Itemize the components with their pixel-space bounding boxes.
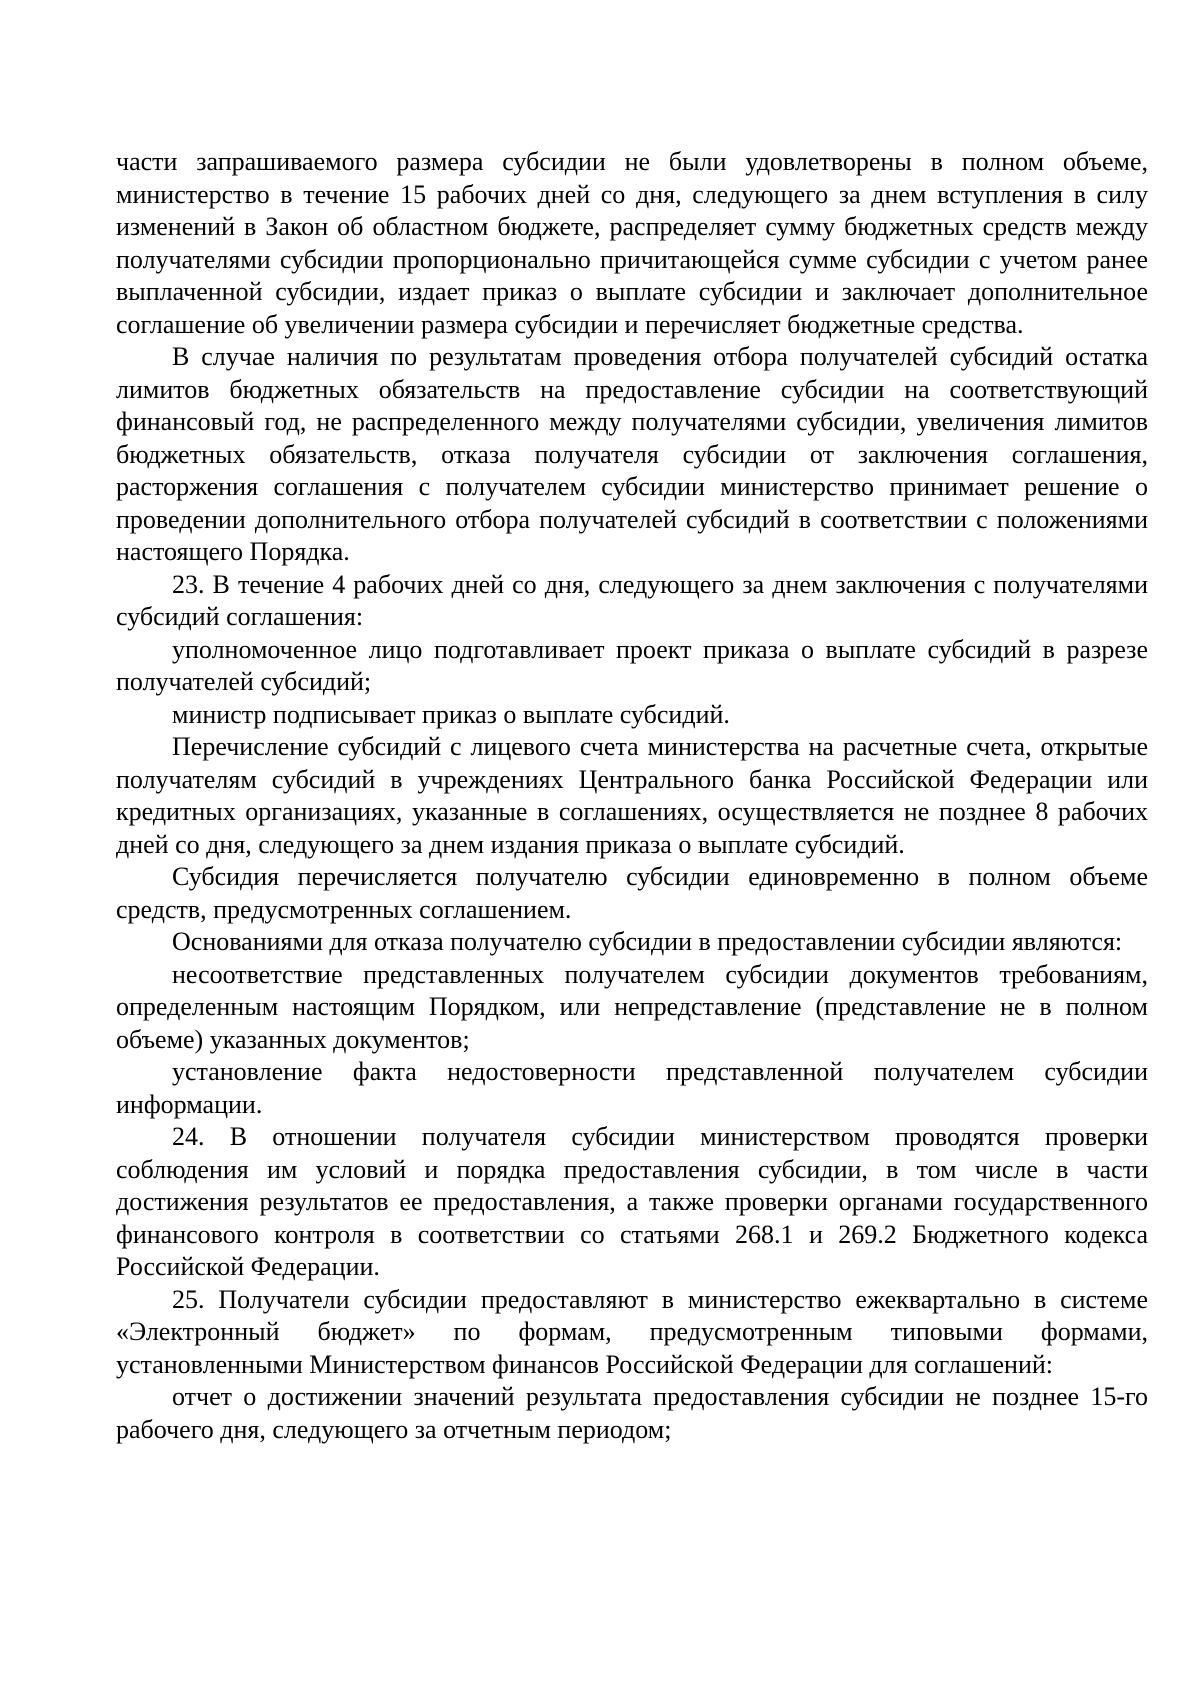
document-page (116, 146, 1148, 1446)
paragraph-refusal-grounds: Основаниями для отказа получателю субсидии в предоставлении субсидии являются: (172, 927, 1123, 956)
paragraph-item-25: 25. Получатели субсидии предоставляют в министерство ежеквартально в системе «Электронный бюджет» по формам, предусмотренным типовыми формами, установленными Министерством финансов Российской Федерации для соглашений: (116, 1284, 1148, 1379)
paragraph-additional-selection: В случае наличия по результатам проведения отбора получателей субсидий остатка лимитов бюджетных обязательств на предоставление субсидии на соответствующий финансовый год, не распределенного между получателями субсидии, увеличения лимитов бюджетных обязательств, отказа получателя субсидии от заключения соглашения, расторжения соглашения с получателем субсидии министерство принимает решение о проведении дополнительного отбора получателей субсидий в соответствии с положениями настоящего Порядка. (116, 342, 1148, 566)
paragraph-false-information: установление факта недостоверности представленной получателем субсидии информации. (116, 1057, 1148, 1119)
paragraph-item-23: 23. В течение 4 рабочих дней со дня, следующего за днем заключения с получателями субсидий соглашения: (116, 569, 1148, 631)
paragraph-transfer-terms: Перечисление субсидий с лицевого счета министерства на расчетные счета, открытые получателям субсидий в учреждениях Центрального банка Российской Федерации или кредитных организациях, указанные в соглашениях, осуществляется не позднее 8 рабочих дней со дня, следующего за днем издания приказа о выплате субсидий. (116, 732, 1148, 859)
paragraph-continuation: части запрашиваемого размера субсидии не были удовлетворены в полном объеме, министерство в течение 15 рабочих дней со дня, следующего за днем вступления в силу изменений в Закон об областном бюджете, распределяет сумму бюджетных средств между получателями субсидии пропорционально причитающейся сумме субсидии с учетом ранее выплаченной субсидии, издает приказ о выплате субсидии и заключает дополнительное соглашение об увеличении размера субсидии и перечисляет бюджетные средства. (116, 147, 1148, 339)
paragraph-item-24: 24. В отношении получателя субсидии министерством проводятся проверки соблюдения им условий и порядка предоставления субсидии, в том числе в части достижения результатов ее предоставления, а также проверки органами государственного финансового контроля в соответствии со статьями 268.1 и 269.2 Бюджетного кодекса Российской Федерации. (116, 1122, 1148, 1281)
paragraph-single-payment: Субсидия перечисляется получателю субсидии единовременно в полном объеме средств, предусмотренных соглашением. (116, 862, 1148, 924)
paragraph-documents-mismatch: несоответствие представленных получателем субсидии документов требованиям, определенным настоящим Порядком, или непредставление (представление не в полном объеме) указанных документов; (116, 959, 1148, 1054)
paragraph-results-report: отчет о достижении значений результата предоставления субсидии не позднее 15-го рабочего дня, следующего за отчетным периодом; (116, 1382, 1148, 1444)
paragraph-draft-order: уполномоченное лицо подготавливает проект приказа о выплате субсидий в разрезе получателей субсидий; (116, 634, 1148, 696)
paragraph-minister-signs: министр подписывает приказ о выплате субсидий. (172, 699, 730, 729)
